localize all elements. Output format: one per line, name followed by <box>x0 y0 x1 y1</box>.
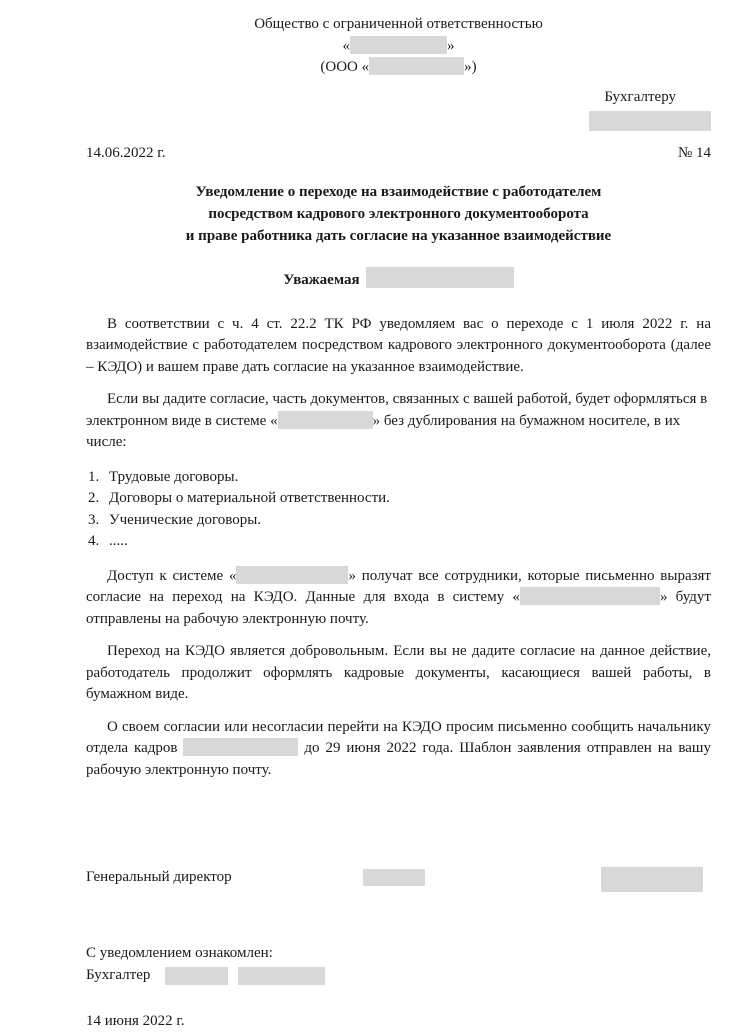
meta-row <box>86 143 711 165</box>
p5-text-before: О своем согласии или несогласии перейти на КЭДО просим письменно сообщить начальнику отдела кадров <box>86 719 711 757</box>
acknowledger-role: Бухгалтер <box>86 967 150 983</box>
title-line-2: посредством кадрового электронного документооборота <box>86 203 711 225</box>
org-short-prefix: (ООО « <box>320 59 369 75</box>
list-item <box>88 488 711 510</box>
paragraph-consent-effect <box>86 389 711 454</box>
addressee-label: Бухгалтеру <box>86 87 711 109</box>
list-item-number: 2. <box>88 488 109 510</box>
paragraph-legal-basis: В соответствии с ч. 4 ст. 22.2 ТК РФ уведомляем вас о переходе с 1 июля 2022 г. на взаимодействие с работодателем посредством кадрового электронного документооборота (далее – КЭДО) и вашем праве дать согласие на указанное взаимодействие. <box>86 314 711 379</box>
acknowledgement-row <box>86 965 711 989</box>
close-quote: » <box>447 38 455 54</box>
signer-role: Генеральный директор <box>86 869 232 885</box>
document-number: № 14 <box>678 143 711 165</box>
p3-text-3: » будут отправлены на рабочую электронную почту. <box>86 589 711 627</box>
redaction-director-name <box>601 867 703 892</box>
p3-text-2: » получат все сотрудники, которые письменно выразят согласие на переход на КЭДО. Данные для входа в систему « <box>86 568 711 606</box>
list-item-number: 4. <box>88 531 109 553</box>
org-quoted-name-line <box>86 36 711 58</box>
open-quote: « <box>343 38 351 54</box>
list-item <box>88 531 711 553</box>
list-item-text: Трудовые договоры. <box>109 469 238 485</box>
document-date: 14.06.2022 г. <box>86 143 165 165</box>
redaction-employee-signature <box>165 967 228 985</box>
list-item <box>88 510 711 532</box>
redaction-employee-name <box>366 267 514 288</box>
redaction-director-signature <box>363 869 425 886</box>
document-types-list <box>86 467 711 553</box>
signature-row <box>86 867 711 897</box>
org-short-name-line <box>86 57 711 79</box>
salutation <box>86 267 711 292</box>
paragraph-response-request <box>86 717 711 782</box>
list-item <box>88 467 711 489</box>
redaction-org-name <box>350 36 447 54</box>
redaction-system-name-3 <box>520 587 660 605</box>
redaction-system-name-1 <box>278 411 373 429</box>
acknowledgement-block <box>86 943 711 1032</box>
p2-text-before: Если вы дадите согласие, часть документов, связанных с вашей работой, будет оформляться в электронном виде в системе « <box>86 391 707 429</box>
redaction-org-short-name <box>369 57 464 75</box>
title-line-3: и праве работника дать согласие на указанное взаимодействие <box>86 225 711 247</box>
paragraph-system-access <box>86 566 711 631</box>
p2-text-after: » без дублирования на бумажном носителе, в их числе: <box>86 413 680 451</box>
redaction-system-name-2 <box>236 566 348 584</box>
list-item-number: 1. <box>88 467 109 489</box>
redaction-hr-head-name <box>183 738 298 756</box>
org-header <box>86 14 711 79</box>
acknowledgement-date: 14 июня 2022 г. <box>86 1011 711 1032</box>
list-item-text: Ученические договоры. <box>109 512 261 528</box>
p3-text-1: Доступ к системе « <box>107 568 236 584</box>
list-item-number: 3. <box>88 510 109 532</box>
redaction-employee-signature-name <box>238 967 325 985</box>
paragraph-voluntary: Переход на КЭДО является добровольным. Если вы не дадите согласие на данное действие, работодатель продолжит оформлять кадровые документы, касающиеся вашей работы, в бумажном виде. <box>86 641 711 706</box>
title-line-1: Уведомление о переходе на взаимодействие с работодателем <box>86 181 711 203</box>
document-title <box>86 181 711 247</box>
salutation-greeting: Уважаемая <box>283 272 359 288</box>
p5-text-after: до 29 июня 2022 года. Шаблон заявления отправлен на вашу рабочую электронную почту. <box>86 740 711 778</box>
redaction-addressee-name <box>589 111 711 131</box>
list-item-text: ..... <box>109 533 128 549</box>
org-full-name: Общество с ограниченной ответственностью <box>86 14 711 36</box>
addressee-block <box>86 87 711 132</box>
org-short-suffix: ») <box>464 59 477 75</box>
acknowledgement-heading: С уведомлением ознакомлен: <box>86 943 711 965</box>
list-item-text: Договоры о материальной ответственности. <box>109 490 390 506</box>
